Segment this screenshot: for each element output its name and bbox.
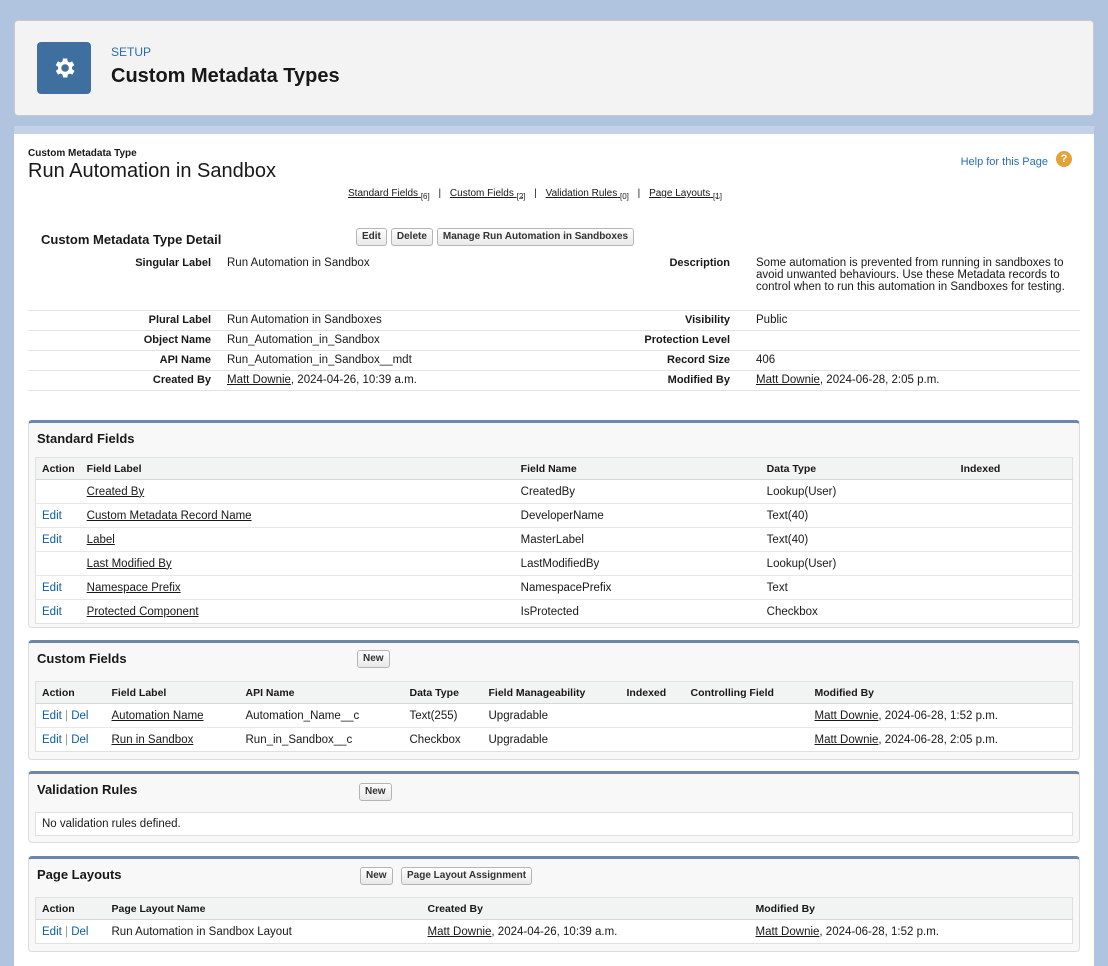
action-separator: | xyxy=(61,925,72,938)
modified-by-user-link[interactable]: Matt Downie xyxy=(756,374,820,386)
page-layouts-section xyxy=(28,856,1080,952)
modified-date: , 2024-06-28, 2:05 p.m. xyxy=(878,733,998,746)
created-by-label: Created By xyxy=(152,374,211,386)
indexed xyxy=(955,576,1073,600)
column-header: Data Type xyxy=(761,458,955,480)
created-date: , 2024-04-26, 10:39 a.m. xyxy=(491,925,618,938)
created-by-user-link[interactable]: Matt Downie xyxy=(227,374,291,386)
field-name: MasterLabel xyxy=(515,528,761,552)
setup-eyebrow: SETUP xyxy=(111,45,152,59)
column-header: Action xyxy=(36,682,106,704)
field-manageability: Upgradable xyxy=(488,733,548,746)
jump-link-custom-fields[interactable]: Custom Fields $_{[2]}$ xyxy=(449,188,526,201)
validation-rules-title: Validation Rules xyxy=(37,782,138,797)
field-label-link[interactable]: Protected Component xyxy=(86,605,199,618)
new-page-layout-button[interactable]: New xyxy=(360,867,393,885)
modified-date: , 2024-06-28, 1:52 p.m. xyxy=(819,925,939,938)
page-layouts-table xyxy=(35,897,1073,944)
standard-fields-section xyxy=(28,420,1080,628)
page-layout-assignment-button[interactable]: Page Layout Assignment xyxy=(401,867,532,885)
column-header: Indexed xyxy=(955,458,1073,480)
modified-by-user-link[interactable]: Matt Downie xyxy=(814,709,879,722)
singular-label-label: Singular Label xyxy=(135,257,211,269)
column-header: API Name xyxy=(240,682,404,704)
column-header: Modified By xyxy=(750,898,1073,920)
table-row xyxy=(36,920,1073,944)
help-icon[interactable]: ? xyxy=(1056,151,1072,167)
table-header-row xyxy=(36,898,1073,920)
detail-row xyxy=(28,351,1080,371)
detail-grid xyxy=(28,254,1080,391)
field-label-link[interactable]: Namespace Prefix xyxy=(86,581,181,594)
new-validation-rule-button[interactable]: New xyxy=(359,783,392,801)
table-row xyxy=(36,600,1073,624)
data-type: Text(40) xyxy=(761,528,955,552)
plural-label-value: Run Automation in Sandboxes xyxy=(227,314,382,326)
plural-label-label: Plural Label xyxy=(148,314,211,326)
field-label-link[interactable]: Created By xyxy=(86,485,145,498)
field-label-link[interactable]: Custom Metadata Record Name xyxy=(86,509,252,522)
indexed xyxy=(955,600,1073,624)
jump-link-page-layouts[interactable]: Page Layouts $_{[1]}$ xyxy=(649,188,722,201)
visibility-value: Public xyxy=(756,314,788,326)
data-type: Checkbox xyxy=(766,605,818,618)
table-row xyxy=(36,528,1073,552)
delete-link[interactable]: Del xyxy=(71,925,89,938)
data-type: Checkbox xyxy=(409,733,461,746)
modified-by-label: Modified By xyxy=(667,374,730,386)
field-label-link[interactable]: Label xyxy=(86,533,115,546)
modified-by-user-link[interactable]: Matt Downie xyxy=(814,733,879,746)
modified-date: , 2024-06-28, 1:52 p.m. xyxy=(878,709,998,722)
jump-separator: | xyxy=(637,188,641,199)
table-row xyxy=(36,704,1073,728)
edit-link[interactable]: Edit xyxy=(42,733,62,746)
column-header: Action xyxy=(36,898,106,920)
action-separator: | xyxy=(61,709,72,722)
column-header: Created By xyxy=(422,898,750,920)
field-name: IsProtected xyxy=(520,605,579,618)
data-type: Text(40) xyxy=(761,504,955,528)
column-header: Field Name xyxy=(515,458,761,480)
column-header: Page Layout Name xyxy=(106,898,422,920)
table-header-row xyxy=(36,682,1073,704)
column-header: Action xyxy=(36,458,81,480)
indexed xyxy=(621,704,685,728)
field-label-link[interactable]: Run in Sandbox xyxy=(111,733,194,746)
field-name: CreatedBy xyxy=(515,480,761,504)
detail-row xyxy=(28,331,1080,351)
edit-link[interactable]: Edit xyxy=(42,605,62,618)
created-by-user-link[interactable]: Matt Downie xyxy=(427,925,492,938)
validation-rules-empty-text: No validation rules defined. xyxy=(35,812,1073,836)
data-type: Text(255) xyxy=(404,704,483,728)
page-title: Custom Metadata Types xyxy=(111,65,340,87)
custom-fields-section xyxy=(28,640,1080,760)
delete-button[interactable]: Delete xyxy=(391,228,433,246)
controlling-field xyxy=(685,728,809,752)
field-label-link[interactable]: Last Modified By xyxy=(86,557,172,570)
description-label: Description xyxy=(669,257,730,269)
api-name: Run_in_Sandbox__c xyxy=(245,733,353,746)
record-size-value: 406 xyxy=(756,354,776,366)
edit-link[interactable]: Edit xyxy=(42,925,62,938)
manage-records-button[interactable]: Manage Run Automation in Sandboxes xyxy=(437,228,634,246)
created-by-value xyxy=(221,371,551,390)
column-header: Controlling Field xyxy=(685,682,809,704)
jump-link-validation-rules[interactable]: Validation Rules $_{[0]}$ xyxy=(545,188,629,201)
protection-level-value xyxy=(740,331,1070,350)
related-list-jump-links xyxy=(348,188,722,201)
data-type: Text xyxy=(761,576,955,600)
column-header: Indexed xyxy=(621,682,685,704)
column-header: Modified By xyxy=(809,682,1073,704)
jump-separator: | xyxy=(534,188,537,199)
created-by-date: , 2024-04-26, 10:39 a.m. xyxy=(290,374,417,386)
main-panel xyxy=(14,126,1094,966)
column-header: Data Type xyxy=(404,682,483,704)
record-title: Run Automation in Sandbox xyxy=(28,160,276,182)
object-name-value: Run_Automation_in_Sandbox xyxy=(227,334,380,346)
modified-by-value xyxy=(740,371,1070,390)
protection-level-label: Protection Level xyxy=(644,334,730,346)
record-eyebrow: Custom Metadata Type xyxy=(28,148,137,159)
indexed xyxy=(621,728,685,752)
help-link[interactable]: Help for this Page xyxy=(960,156,1048,168)
indexed xyxy=(955,480,1073,504)
column-header: Field Label xyxy=(81,458,515,480)
data-type: Lookup(User) xyxy=(761,552,955,576)
gear-icon xyxy=(37,42,91,94)
indexed xyxy=(955,552,1073,576)
edit-link[interactable]: Edit xyxy=(42,533,62,546)
indexed xyxy=(955,504,1073,528)
table-row xyxy=(36,576,1073,600)
modified-by-date: , 2024-06-28, 2:05 p.m. xyxy=(819,374,940,386)
edit-link[interactable]: Edit xyxy=(42,581,62,594)
indexed xyxy=(955,528,1073,552)
detail-row xyxy=(28,254,1080,311)
jump-separator: | xyxy=(438,188,442,199)
table-row xyxy=(36,504,1073,528)
table-row xyxy=(36,728,1073,752)
api-name: Automation_Name__c xyxy=(240,704,404,728)
field-name: NamespacePrefix xyxy=(515,576,761,600)
standard-fields-table xyxy=(35,457,1073,624)
detail-button-bar xyxy=(356,228,634,246)
description-value: Some automation is prevented from running in sandboxes to avoid unwanted behaviours. Use these Metadata records to control when to run this automation in Sandboxes for testing. xyxy=(756,257,1065,293)
detail-row xyxy=(28,371,1080,391)
jump-link-standard-fields[interactable]: Standard Fields $_{[6]}$ xyxy=(348,188,430,201)
edit-button[interactable]: Edit xyxy=(356,228,387,246)
field-name: DeveloperName xyxy=(515,504,761,528)
table-header-row xyxy=(36,458,1073,480)
object-name-label: Object Name xyxy=(143,334,211,346)
column-header: Field Label xyxy=(106,682,240,704)
new-custom-field-button[interactable]: New xyxy=(357,650,390,668)
record-size-label: Record Size xyxy=(667,354,730,366)
setup-header xyxy=(14,20,1094,116)
page-layout-name: Run Automation in Sandbox Layout xyxy=(111,925,292,938)
modified-by-user-link[interactable]: Matt Downie xyxy=(755,925,820,938)
page-layouts-title: Page Layouts xyxy=(37,867,122,882)
data-type: Lookup(User) xyxy=(761,480,955,504)
field-manageability: Upgradable xyxy=(483,704,621,728)
delete-link[interactable]: Del xyxy=(71,709,89,722)
api-name-value: Run_Automation_in_Sandbox__mdt xyxy=(227,354,412,366)
column-header: Field Manageability xyxy=(483,682,621,704)
edit-link[interactable]: Edit xyxy=(42,709,62,722)
validation-rules-section xyxy=(28,771,1080,843)
edit-link[interactable]: Edit xyxy=(42,509,62,522)
delete-link[interactable]: Del xyxy=(71,733,89,746)
api-name-label: API Name xyxy=(159,354,211,366)
standard-fields-title: Standard Fields xyxy=(37,431,135,446)
singular-label-value: Run Automation in Sandbox xyxy=(227,257,370,269)
table-row xyxy=(36,552,1073,576)
field-label-link[interactable]: Automation Name xyxy=(111,709,204,722)
action-separator: | xyxy=(61,733,72,746)
detail-row xyxy=(28,311,1080,331)
detail-section-title: Custom Metadata Type Detail xyxy=(41,232,222,247)
table-row xyxy=(36,480,1073,504)
custom-fields-title: Custom Fields xyxy=(37,651,127,666)
visibility-label: Visibility xyxy=(684,314,730,326)
controlling-field xyxy=(685,704,809,728)
field-name: LastModifiedBy xyxy=(515,552,761,576)
decorative-band xyxy=(14,126,1094,134)
custom-fields-table xyxy=(35,681,1073,752)
